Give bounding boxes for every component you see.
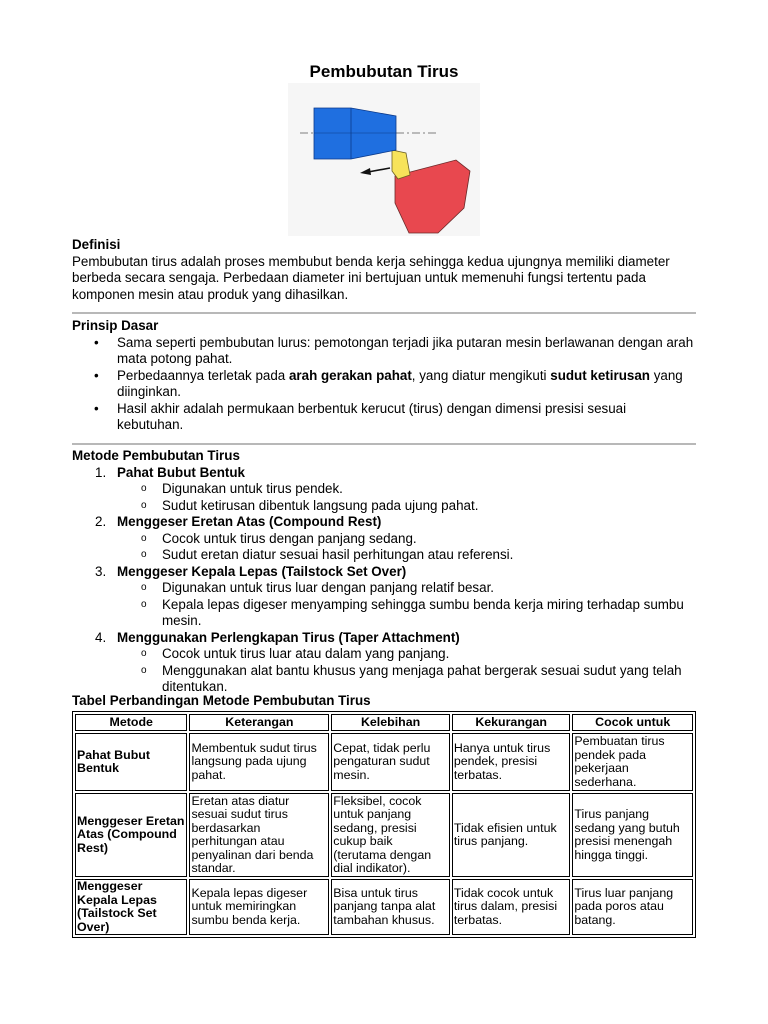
- definisi-section: [72, 237, 696, 303]
- table-cell: Eretan atas diatur sesuai sudut tirus berdasarkan perhitungan atau penyalinan dari benda standar.: [189, 793, 329, 877]
- column-header: Keterangan: [189, 714, 329, 731]
- table-cell: Tidak cocok untuk tirus dalam, presisi terbatas.: [452, 879, 571, 935]
- taper-turning-illustration: [288, 83, 480, 236]
- list-item: • Perbedaannya terletak pada arah gerakan pahat, yang diatur mengikuti sudut ketirusan yang diinginkan.: [94, 367, 683, 399]
- column-header: Metode: [75, 714, 187, 731]
- method-item: 3. Menggeser Kepala Lepas (Tailstock Set Over) o Digunakan untuk tirus luar dengan panjang relatif besar. o Kepala lepas digeser menyamping sehingga sumbu benda kerja miring terhadap sumbu mesin.: [72, 564, 696, 630]
- prinsip-list: [72, 335, 696, 434]
- table-cell: Pembuatan tirus pendek pada pekerjaan sederhana.: [572, 733, 693, 791]
- list-item: o Cocok untuk tirus luar atau dalam yang panjang.: [141, 646, 450, 661]
- column-header: Cocok untuk: [572, 714, 693, 731]
- prinsip-section: [72, 318, 696, 434]
- method-item: 1. Pahat Bubut Bentuk o Digunakan untuk tirus pendek. o Sudut ketirusan dibentuk langsung pada ujung pahat.: [72, 465, 696, 515]
- table-cell: Tirus panjang sedang yang butuh presisi menengah hingga tinggi.: [572, 793, 693, 877]
- list-item: o Sudut eretan diatur sesuai hasil perhitungan atau referensi.: [141, 547, 514, 562]
- page-title: Pembubutan Tirus: [309, 62, 459, 81]
- table-cell: Fleksibel, cocok untuk panjang sedang, presisi cukup baik (terutama dengan dial indikator).: [331, 793, 450, 877]
- list-item: o Menggunakan alat bantu khusus yang menjaga pahat bergerak sesuai sudut yang telah ditentukan.: [141, 662, 682, 694]
- method-item: 2. Menggeser Eretan Atas (Compound Rest) o Cocok untuk tirus dengan panjang sedang. o Sudut eretan diatur sesuai hasil perhitungan atau referensi.: [72, 514, 696, 564]
- list-item: • Sama seperti pembubutan lurus: pemotongan terjadi jika putaran mesin berlawanan dengan arah mata potong pahat.: [94, 334, 694, 366]
- definisi-text: Pembubutan tirus adalah proses membubut benda kerja sehingga kedua ujungnya memiliki diameter berbeda secara sengaja. Perbedaan diameter ini bertujuan untuk memenuhi fungsi tertentu pada komponen mesin atau produk yang dihasilkan.: [72, 253, 670, 302]
- definisi-heading: Definisi: [72, 237, 121, 252]
- metode-list: [72, 465, 696, 696]
- list-item: o Digunakan untuk tirus luar dengan panjang relatif besar.: [141, 580, 495, 595]
- table-cell: Cepat, tidak perlu pengaturan sudut mesin.: [331, 733, 450, 791]
- table-row: [75, 733, 693, 791]
- table-header-row: [75, 714, 693, 731]
- section-divider: [72, 443, 696, 445]
- table-cell: Menggeser Eretan Atas (Compound Rest): [75, 793, 187, 877]
- metode-heading: Metode Pembubutan Tirus: [72, 448, 240, 463]
- table-cell: Bisa untuk tirus panjang tanpa alat tambahan khusus.: [331, 879, 450, 935]
- table-cell: Kepala lepas digeser untuk memiringkan sumbu benda kerja.: [189, 879, 329, 935]
- table-cell: Hanya untuk tirus pendek, presisi terbatas.: [452, 733, 571, 791]
- table-cell: Pahat Bubut Bentuk: [75, 733, 187, 791]
- section-divider: [72, 312, 696, 314]
- comparison-table: [72, 711, 696, 938]
- table-cell: Membentuk sudut tirus langsung pada ujung pahat.: [189, 733, 329, 791]
- table-cell: Tirus luar panjang pada poros atau batang.: [572, 879, 693, 935]
- tabel-heading: Tabel Perbandingan Metode Pembubutan Tirus: [72, 693, 371, 708]
- metode-section: [72, 448, 696, 696]
- table-cell: Tidak efisien untuk tirus panjang.: [452, 793, 571, 877]
- list-item: o Digunakan untuk tirus pendek.: [141, 481, 343, 496]
- method-item: 4. Menggunakan Perlengkapan Tirus (Taper Attachment) o Cocok untuk tirus luar atau dalam yang panjang. o Menggunakan alat bantu khusus yang menjaga pahat bergerak sesuai sudut yang telah ditentukan.: [72, 630, 696, 696]
- table-cell: Menggeser Kepala Lepas (Tailstock Set Over): [75, 879, 187, 935]
- column-header: Kelebihan: [331, 714, 450, 731]
- column-header: Kekurangan: [452, 714, 571, 731]
- prinsip-heading: Prinsip Dasar: [72, 318, 159, 333]
- table-row: [75, 879, 693, 935]
- table-row: [75, 793, 693, 877]
- list-item: o Cocok untuk tirus dengan panjang sedang.: [141, 530, 417, 546]
- list-item: o Kepala lepas digeser menyamping sehingga sumbu benda kerja miring terhadap sumbu mesin.: [141, 596, 684, 628]
- list-item: • Hasil akhir adalah permukaan berbentuk kerucut (tirus) dengan dimensi presisi sesuai kebutuhan.: [94, 400, 627, 432]
- list-item: o Sudut ketirusan dibentuk langsung pada ujung pahat.: [141, 497, 479, 513]
